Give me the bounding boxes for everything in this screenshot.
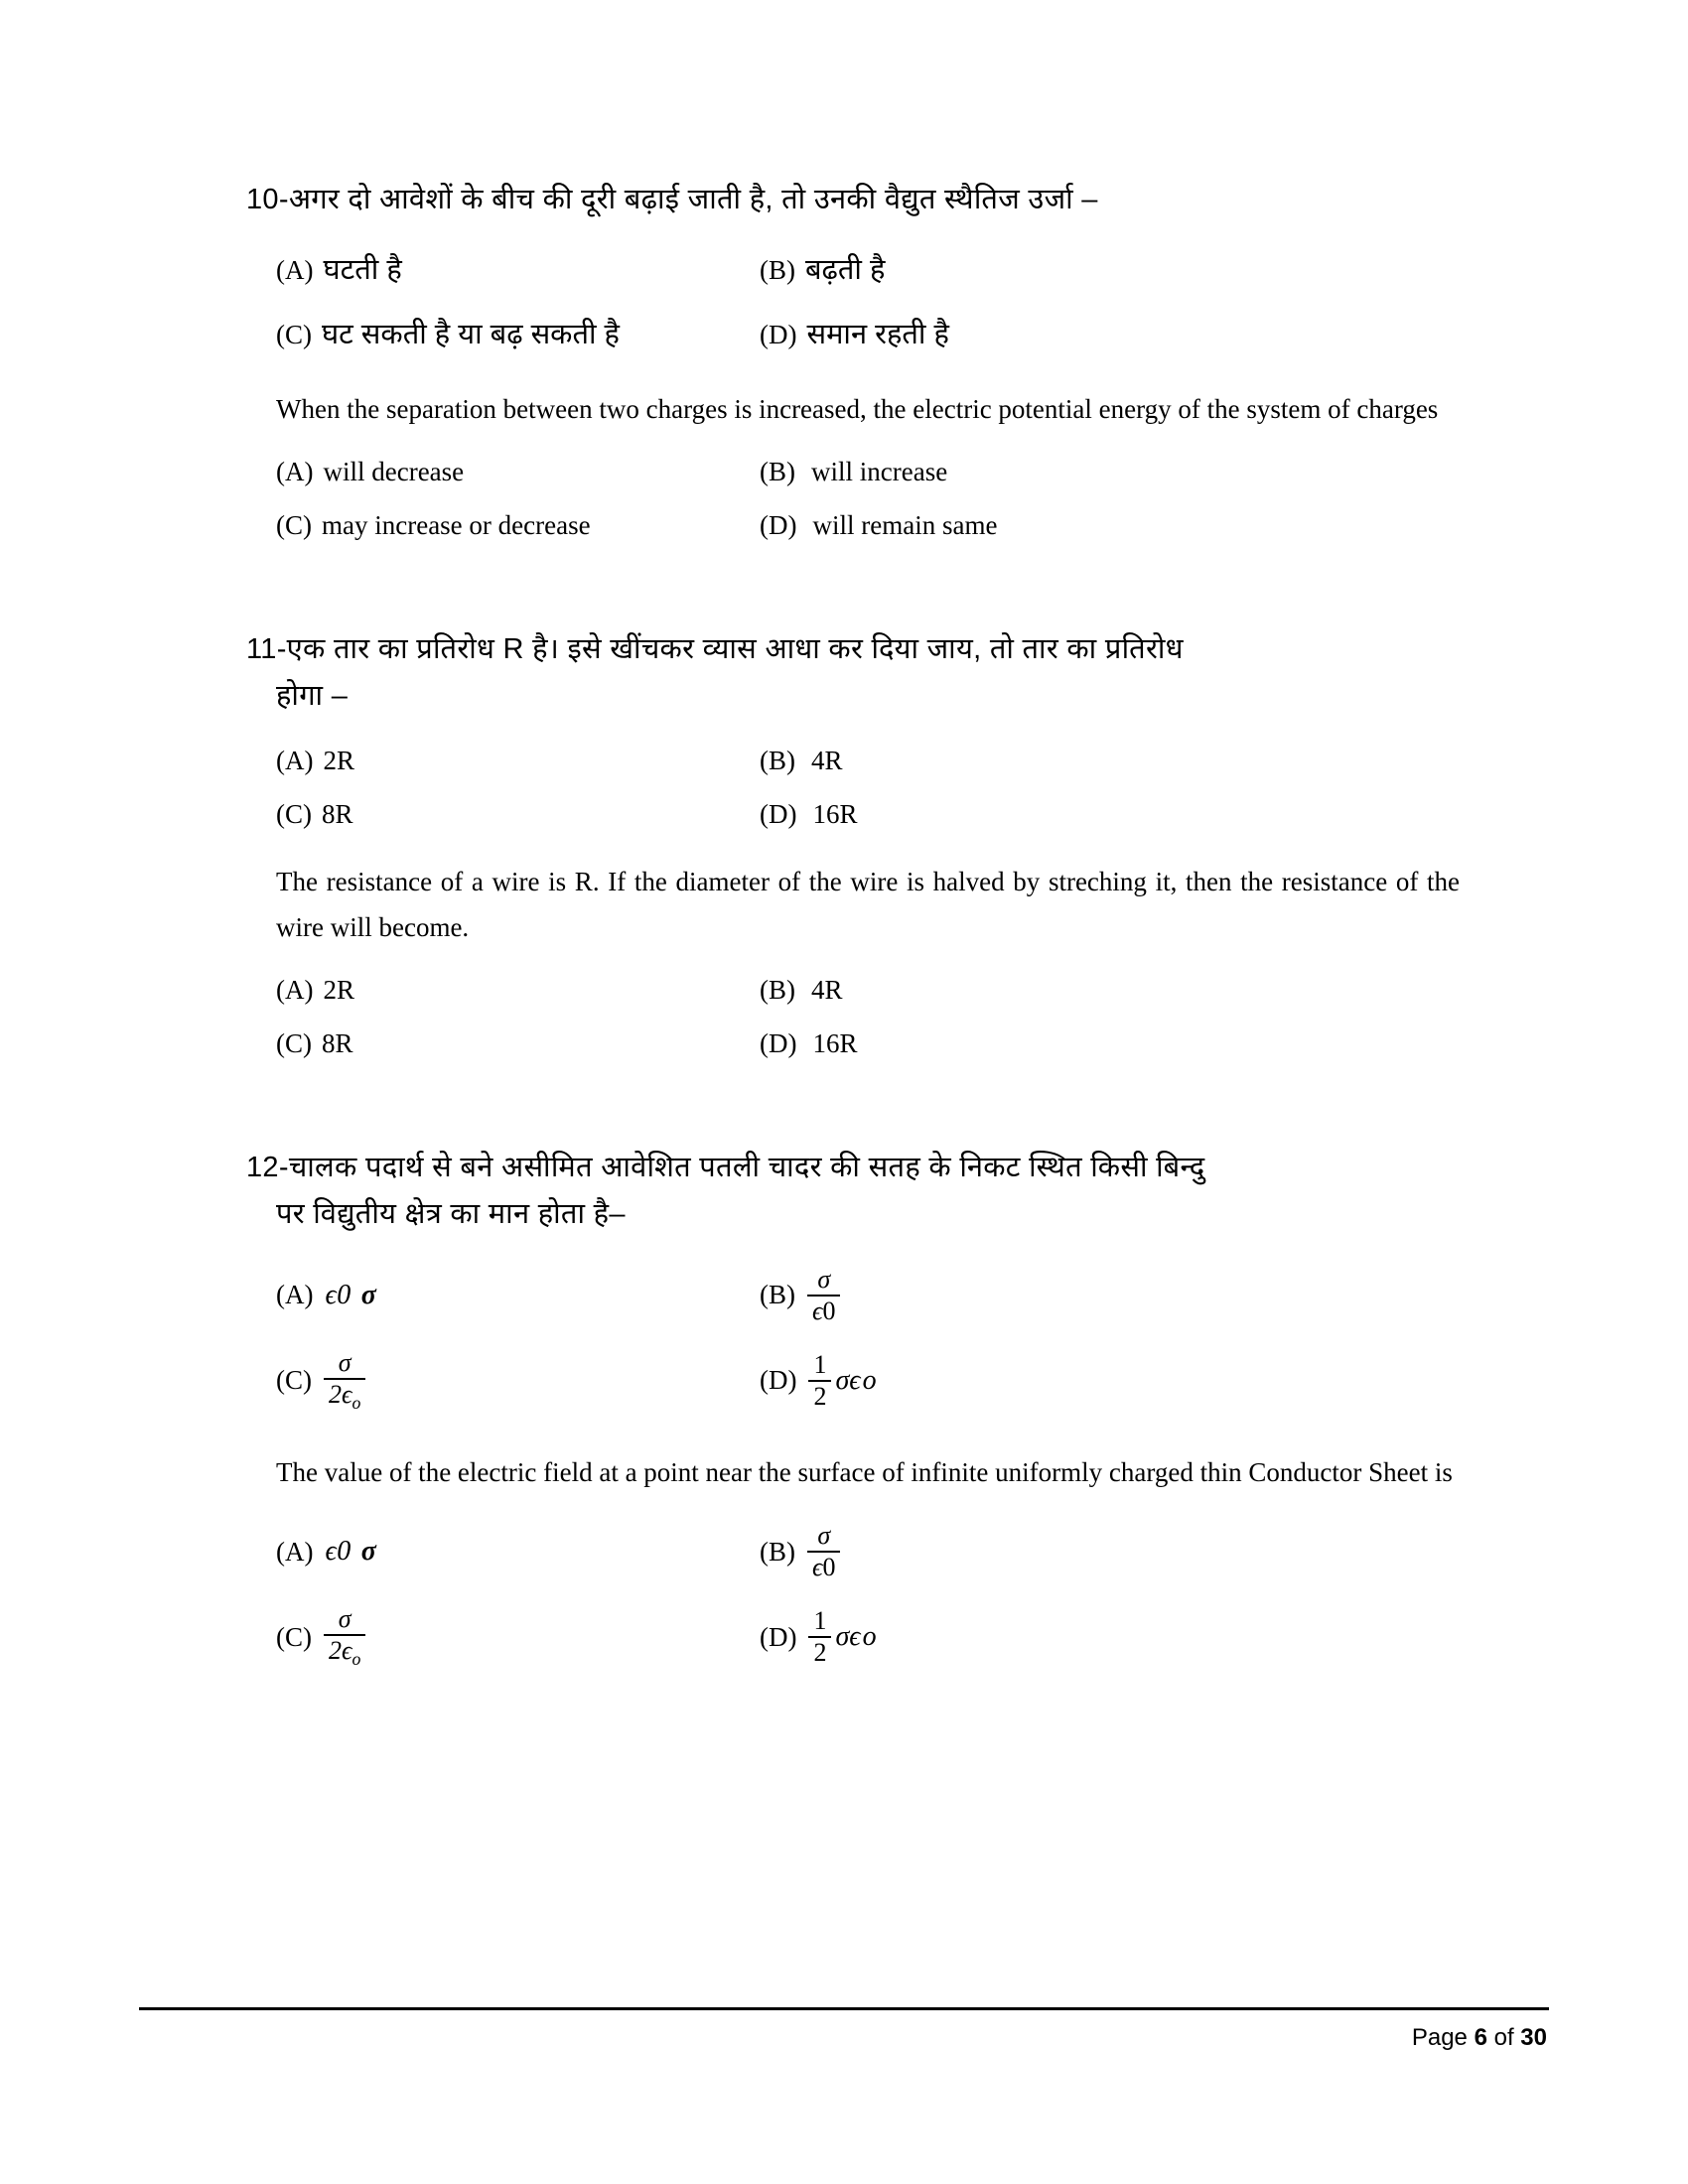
option-label: (A) (276, 1280, 314, 1310)
question-10-hindi-option-d[interactable] (760, 314, 1460, 357)
denominator-two-epsilon: 2ϵ (329, 1379, 352, 1409)
option-text: 8R (322, 798, 353, 829)
question-12-hindi-text-line2: पर विद्युतीय क्षेत्र का मान होता है– (276, 1197, 626, 1230)
question-spacer (246, 541, 1460, 626)
question-10-number: 10- (246, 184, 289, 215)
question-12-math-options-row-2 (246, 1349, 1460, 1413)
option-label: (C) (276, 1365, 312, 1396)
option-text: बढ़ती है (805, 253, 886, 286)
option-label: (A) (276, 456, 314, 486)
question-11-hindi-stem (246, 626, 1460, 673)
option-value-epsilon: ϵ (325, 1279, 338, 1310)
question-11-hindi-options-row-2 (246, 799, 1460, 830)
question-11 (246, 626, 1460, 1059)
question-11-english-option-c[interactable] (276, 1028, 760, 1059)
footer-page-total: 30 (1520, 2024, 1547, 2051)
question-11-hindi-option-d[interactable] (760, 799, 1460, 830)
question-10-english-option-c[interactable] (276, 510, 760, 541)
question-10-english-options-row-2 (246, 510, 1460, 541)
fraction-one-half (808, 1351, 831, 1411)
footer-page-of: of (1493, 2024, 1514, 2051)
option-label: (C) (276, 320, 312, 350)
fraction-denominator (324, 1634, 365, 1669)
option-label: (C) (276, 509, 312, 540)
option-text: will increase (811, 456, 948, 486)
question-12-english-math-option-d[interactable] (760, 1607, 1460, 1667)
question-12-english-math-option-b[interactable] (760, 1522, 1460, 1581)
question-10-english-options-row-1 (246, 457, 1460, 487)
question-12 (246, 1145, 1460, 1670)
option-value-epsilon: ϵ (325, 1536, 338, 1567)
option-label: (A) (276, 974, 314, 1005)
option-label: (B) (760, 974, 795, 1005)
option-label: (B) (760, 745, 795, 775)
fraction-sigma-over-two-epsilon-zero (324, 1349, 365, 1413)
question-12-hindi-stem (246, 1145, 1460, 1191)
option-text: घट सकती है या बढ़ सकती है (322, 319, 620, 351)
fraction-denominator (807, 1295, 840, 1325)
question-12-math-option-d[interactable] (760, 1351, 1460, 1411)
option-value-sigma: σ (360, 1536, 377, 1567)
question-10 (246, 177, 1460, 541)
option-label: (D) (760, 798, 797, 829)
question-12-math-option-c[interactable] (276, 1349, 760, 1413)
fraction-denominator: 2 (808, 1380, 831, 1411)
question-10-english-stem: When the separation between two charges is increased, the electric potential energy of the system of charges (276, 393, 1439, 424)
option-text: 8R (322, 1027, 353, 1058)
option-value-subscript: o (862, 1621, 877, 1653)
option-label: (C) (276, 798, 312, 829)
fraction-sigma-over-two-epsilon-zero (324, 1605, 365, 1669)
question-10-hindi-option-b[interactable] (760, 249, 1460, 293)
footer-page-number: 6 (1474, 2024, 1487, 2051)
option-text: 16R (812, 1027, 858, 1058)
denominator-epsilon: ϵ (812, 1296, 823, 1325)
fraction-denominator: 2 (808, 1636, 831, 1667)
fraction-numerator: σ (817, 1520, 831, 1550)
page-content (246, 177, 1460, 1669)
question-10-hindi-option-c[interactable] (276, 314, 760, 357)
question-11-hindi-options-row-1 (246, 746, 1460, 776)
question-12-hindi-text-line1: चालक पदार्थ से बने असीमित आवेशित पतली चादर की सतह के निकट स्थित किसी बिन्दु (288, 1151, 1205, 1183)
question-11-english-option-b[interactable] (760, 975, 1460, 1006)
question-10-english-option-d[interactable] (760, 510, 1460, 541)
question-10-hindi-options-row-2 (246, 314, 1460, 357)
option-text: 2R (323, 974, 354, 1005)
denominator-subscript: o (352, 1649, 361, 1670)
question-10-hindi-text: अगर दो आवेशों के बीच की दूरी बढ़ाई जाती है, तो उनकी वैद्युत स्थैतिज उर्जा – (288, 184, 1098, 215)
option-text: 4R (811, 974, 843, 1005)
option-label: (D) (760, 320, 797, 350)
denominator-epsilon: ϵ (812, 1553, 823, 1581)
option-text: will decrease (323, 456, 465, 486)
option-label: (D) (760, 509, 797, 540)
question-11-hindi-option-b[interactable] (760, 746, 1460, 776)
question-12-number: 12- (246, 1151, 289, 1183)
fraction-numerator: 1 (813, 1606, 827, 1636)
page-number-indicator (139, 2010, 1549, 2052)
question-11-english-option-d[interactable] (760, 1028, 1460, 1059)
denominator-zero: 0 (822, 1553, 836, 1581)
question-12-english-math-option-c[interactable] (276, 1605, 760, 1669)
option-text: 16R (812, 798, 858, 829)
question-11-number: 11- (246, 632, 287, 665)
fraction-sigma-over-epsilon-zero (807, 1266, 840, 1325)
question-11-hindi-option-a[interactable] (276, 746, 760, 776)
fraction-denominator (324, 1378, 365, 1413)
option-label: (B) (760, 1536, 795, 1567)
option-text: घटती है (323, 253, 402, 286)
option-label: (B) (760, 254, 795, 285)
question-10-english-option-b[interactable] (760, 457, 1460, 487)
fraction-numerator: σ (338, 1347, 352, 1377)
question-11-english-options-row-1 (246, 975, 1460, 1006)
question-10-hindi-stem (246, 177, 1460, 223)
option-label: (B) (760, 1280, 795, 1310)
option-label: (C) (276, 1027, 312, 1058)
option-value-zero: 0 (337, 1279, 352, 1310)
footer-page-prefix: Page (1411, 2024, 1468, 2051)
option-label: (C) (276, 1621, 312, 1652)
option-label: (A) (276, 254, 314, 285)
fraction-numerator: σ (817, 1264, 831, 1294)
question-12-math-option-a[interactable] (276, 1280, 760, 1311)
question-11-english-options-row-2 (246, 1028, 1460, 1059)
fraction-numerator: 1 (813, 1349, 827, 1379)
question-11-hindi-option-c[interactable] (276, 799, 760, 830)
question-11-english-option-a[interactable] (276, 975, 760, 1006)
option-text: समान रहती है (806, 319, 949, 351)
question-12-math-options-row-1 (246, 1266, 1460, 1325)
option-label: (A) (276, 745, 314, 775)
option-text: 4R (811, 745, 843, 775)
question-11-hindi-text-line1: एक तार का प्रतिरोध R है। इसे खींचकर व्यास आधा कर दिया जाय, तो तार का प्रतिरोध (286, 632, 1184, 665)
fraction-one-half (808, 1607, 831, 1667)
question-12-english-stem: The value of the electric field at a point near the surface of infinite uniformly charged thin Conductor Sheet is (276, 1457, 1453, 1488)
option-text: may increase or decrease (322, 509, 591, 540)
question-12-math-option-b[interactable] (760, 1266, 1460, 1325)
option-label: (A) (276, 1536, 314, 1567)
fraction-sigma-over-epsilon-zero (807, 1522, 840, 1581)
question-10-hindi-options-row-1 (246, 249, 1460, 293)
question-11-hindi-text-line2: होगा – (276, 679, 349, 712)
question-12-english-math-options-row-1 (246, 1522, 1460, 1581)
option-value-sigma-epsilon: σϵ (835, 1621, 861, 1653)
option-value-zero: 0 (337, 1536, 352, 1567)
option-value-subscript: o (862, 1364, 877, 1396)
fraction-numerator: σ (338, 1604, 352, 1634)
option-text: 2R (323, 745, 354, 775)
option-text: will remain same (812, 509, 998, 540)
question-11-english-stem: The resistance of a wire is R. If the diameter of the wire is halved by streching it, then the resistance of the wire will become. (276, 866, 1460, 942)
denominator-two-epsilon: 2ϵ (329, 1636, 352, 1666)
question-10-english-option-a[interactable] (276, 457, 760, 487)
page-footer (139, 2007, 1549, 2052)
option-label: (D) (760, 1027, 797, 1058)
option-value-sigma: σ (360, 1279, 377, 1310)
option-label: (B) (760, 456, 795, 486)
option-value-sigma-epsilon: σϵ (835, 1364, 861, 1396)
option-label: (D) (760, 1621, 797, 1652)
denominator-zero: 0 (822, 1296, 836, 1325)
denominator-subscript: o (352, 1392, 361, 1413)
fraction-denominator (807, 1551, 840, 1581)
question-10-hindi-option-a[interactable] (276, 249, 760, 293)
question-12-english-math-option-a[interactable] (276, 1536, 760, 1568)
question-spacer (246, 1059, 1460, 1145)
option-label: (D) (760, 1365, 797, 1396)
question-12-english-math-options-row-2 (246, 1605, 1460, 1669)
